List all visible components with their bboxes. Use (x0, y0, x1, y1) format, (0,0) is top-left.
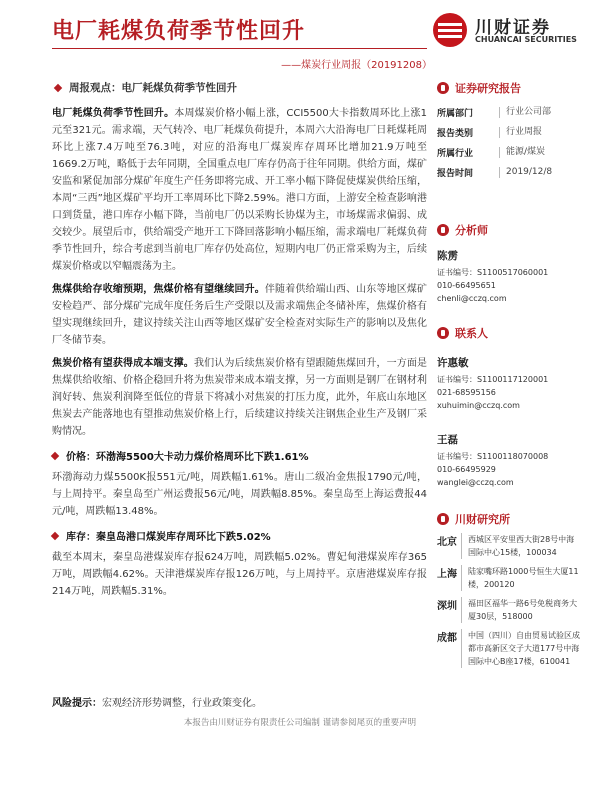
contact-phone: 010-66495929 (437, 465, 496, 474)
main-content (52, 80, 427, 600)
contact-heading: 联系人 (437, 325, 582, 341)
logo-en: CHUANCAI SECURITIES (475, 35, 577, 44)
paragraph-thermal-coal: 电厂耗煤负荷季节性回升。本周煤炭价格小幅上涨，CCI5500大卡指数周环比上涨1元至321元。需求端，天气转冷、电厂耗煤负荷提升，本周六大沿海电厂日耗煤耗周环比上涨7.4万吨至76.3吨，对应的沿海电厂煤炭库存周环比增加21.9万吨至1669.2万吨，略低于去年同期，全国重点电厂库存仍高于往年同期。供给方面，煤矿安监和紧促加部分煤矿年度生产任务即将完成、开工率小幅下降促使煤炭供给压缩，本周“三西”地区煤矿平均开工率周环比下降2.59%。港口方面，上游安全检查影响港口到货量，港口库存小幅下降，当前电厂仍以采购长协煤为主，市场煤需求偏弱、成交较少。展望后市，供给端受产地开工下降回落影响小幅压缩，需求端电厂耗煤负荷季节性回升，综合考虑到当前电厂库存仍处高位，短期内电厂仍正常采购为主，后续煤炭价格或以窄幅震荡为主。 (52, 108, 427, 272)
paragraph-coke: 焦炭价格有望获得成本端支撑。我们认为后续焦炭价格有望跟随焦煤回升，一方面是焦煤供给收缩、价格企稳回升将为焦炭带来成本端支撑，另一方面则是钢厂在钢材利润好转、焦炭利润降至低位的背景下将减小对焦炭的打压力度，此外，年底山东地区焦炭去产能落地也有望推动焦炭价格上行，后续建议持续关注钢焦企业生产及钢厂采购情况。 (52, 358, 428, 437)
contact-cert: 证书编号：S1100118070008 (437, 452, 549, 461)
footer-disclaimer: 本报告由川财证券有限责任公司编制 谨请参阅尾页的重要声明 (183, 718, 417, 728)
risk-warning: 风险提示：宏观经济形势调整，行业政策变化。 (52, 698, 262, 709)
office-item: 成都 中国（四川）自由贸易试验区成都市高新区交子大道177号中海国际中心B座17楼，610041 (437, 631, 580, 666)
contact-phone: 021-68595156 (437, 388, 496, 397)
office-item: 北京 西城区平安里西大街28号中海国际中心15楼，100034 (437, 533, 582, 559)
info-row: 报告类别 行业周报 (437, 126, 543, 139)
analyst-card (437, 248, 582, 305)
diamond-icon (54, 83, 62, 91)
price-heading: 价格：环渤海5500大卡动力煤价格周环比下跌1.61% (52, 448, 427, 463)
office-item: 上海 陆家嘴环路1000号恒生大厦11楼，200120 (437, 565, 582, 591)
contact-name: 许惠敏 (437, 357, 469, 369)
analyst-name: 陈雳 (437, 250, 458, 262)
contact-name: 王磊 (437, 434, 458, 446)
analyst-icon (437, 224, 449, 236)
contact-icon (437, 327, 449, 339)
stock-heading: 库存：秦皇岛港口煤炭库存周环比下跌5.02% (52, 528, 427, 543)
info-row: 所属行业 能源/煤炭 (437, 146, 546, 159)
diamond-icon (51, 531, 59, 539)
company-logo (433, 13, 578, 47)
institute-icon (437, 513, 449, 525)
contact-card (437, 355, 582, 412)
contact-cert: 证书编号：S1100117120001 (437, 375, 549, 384)
report-subtitle: ——煤炭行业周报（20191208） (281, 60, 432, 71)
paragraph-stock: 截至本周末，秦皇岛港煤炭库存报624万吨，周跌幅5.02%。曹妃甸港煤炭库存365万吨，周跌幅4.62%。天津港煤炭库存报126万吨，与上周持平。京唐港煤炭库存报214万吨，周跌幅5.31%。 (52, 552, 427, 597)
info-row: 报告时间 2019/12/8 (437, 166, 553, 179)
paragraph-price: 环渤海动力煤5500K报551元/吨，周跌幅1.61%。唐山二级冶金焦报1790元/吨，与上周持平。秦皇岛至广州运费报56元/吨，周跌幅8.85%。秦皇岛至上海运费报44元/吨，周跌幅13.48%。 (52, 472, 427, 517)
contact-email[interactable]: xuhuimin@cczq.com (437, 401, 520, 410)
analyst-phone: 010-66495651 (437, 281, 496, 290)
report-info-heading: 证券研究报告 (437, 80, 582, 96)
diamond-icon (51, 451, 59, 459)
contact-email[interactable]: wanglei@cczq.com (437, 478, 514, 487)
paragraph-coking-coal: 焦煤供给存收缩预期，焦煤价格有望继续回升。伴随着供给端山西、山东等地区煤矿安检趋严、部分煤矿完成年度任务后生产受限以及需求端焦企冬储补库，焦煤价格有望实现继续回升，建议持续关注山西等地区煤矿安全检查对实际生产的影响以及焦化厂冬储节奏。 (52, 284, 428, 346)
analyst-email[interactable]: chenli@cczq.com (437, 294, 507, 303)
report-icon (437, 82, 449, 94)
report-title: 电厂耗煤负荷季节性回升 (52, 19, 306, 44)
analyst-cert: 证书编号：S1100517060001 (437, 268, 549, 277)
office-list (437, 533, 582, 668)
office-item: 深圳 福田区福华一路6号免税商务大厦30层，518000 (437, 597, 582, 623)
institute-heading: 川财研究所 (437, 511, 582, 527)
contact-card (437, 432, 582, 489)
logo-mark-icon (433, 13, 467, 47)
view-heading: 周报观点：电厂耗煤负荷季节性回升 (52, 80, 427, 95)
logo-name: 川财证券 (475, 18, 551, 38)
report-info-list (437, 102, 582, 182)
title-divider (52, 48, 427, 49)
analyst-heading: 分析师 (437, 222, 582, 238)
info-row: 所属部门 行业公司部 (437, 106, 552, 119)
sidebar (437, 80, 582, 668)
